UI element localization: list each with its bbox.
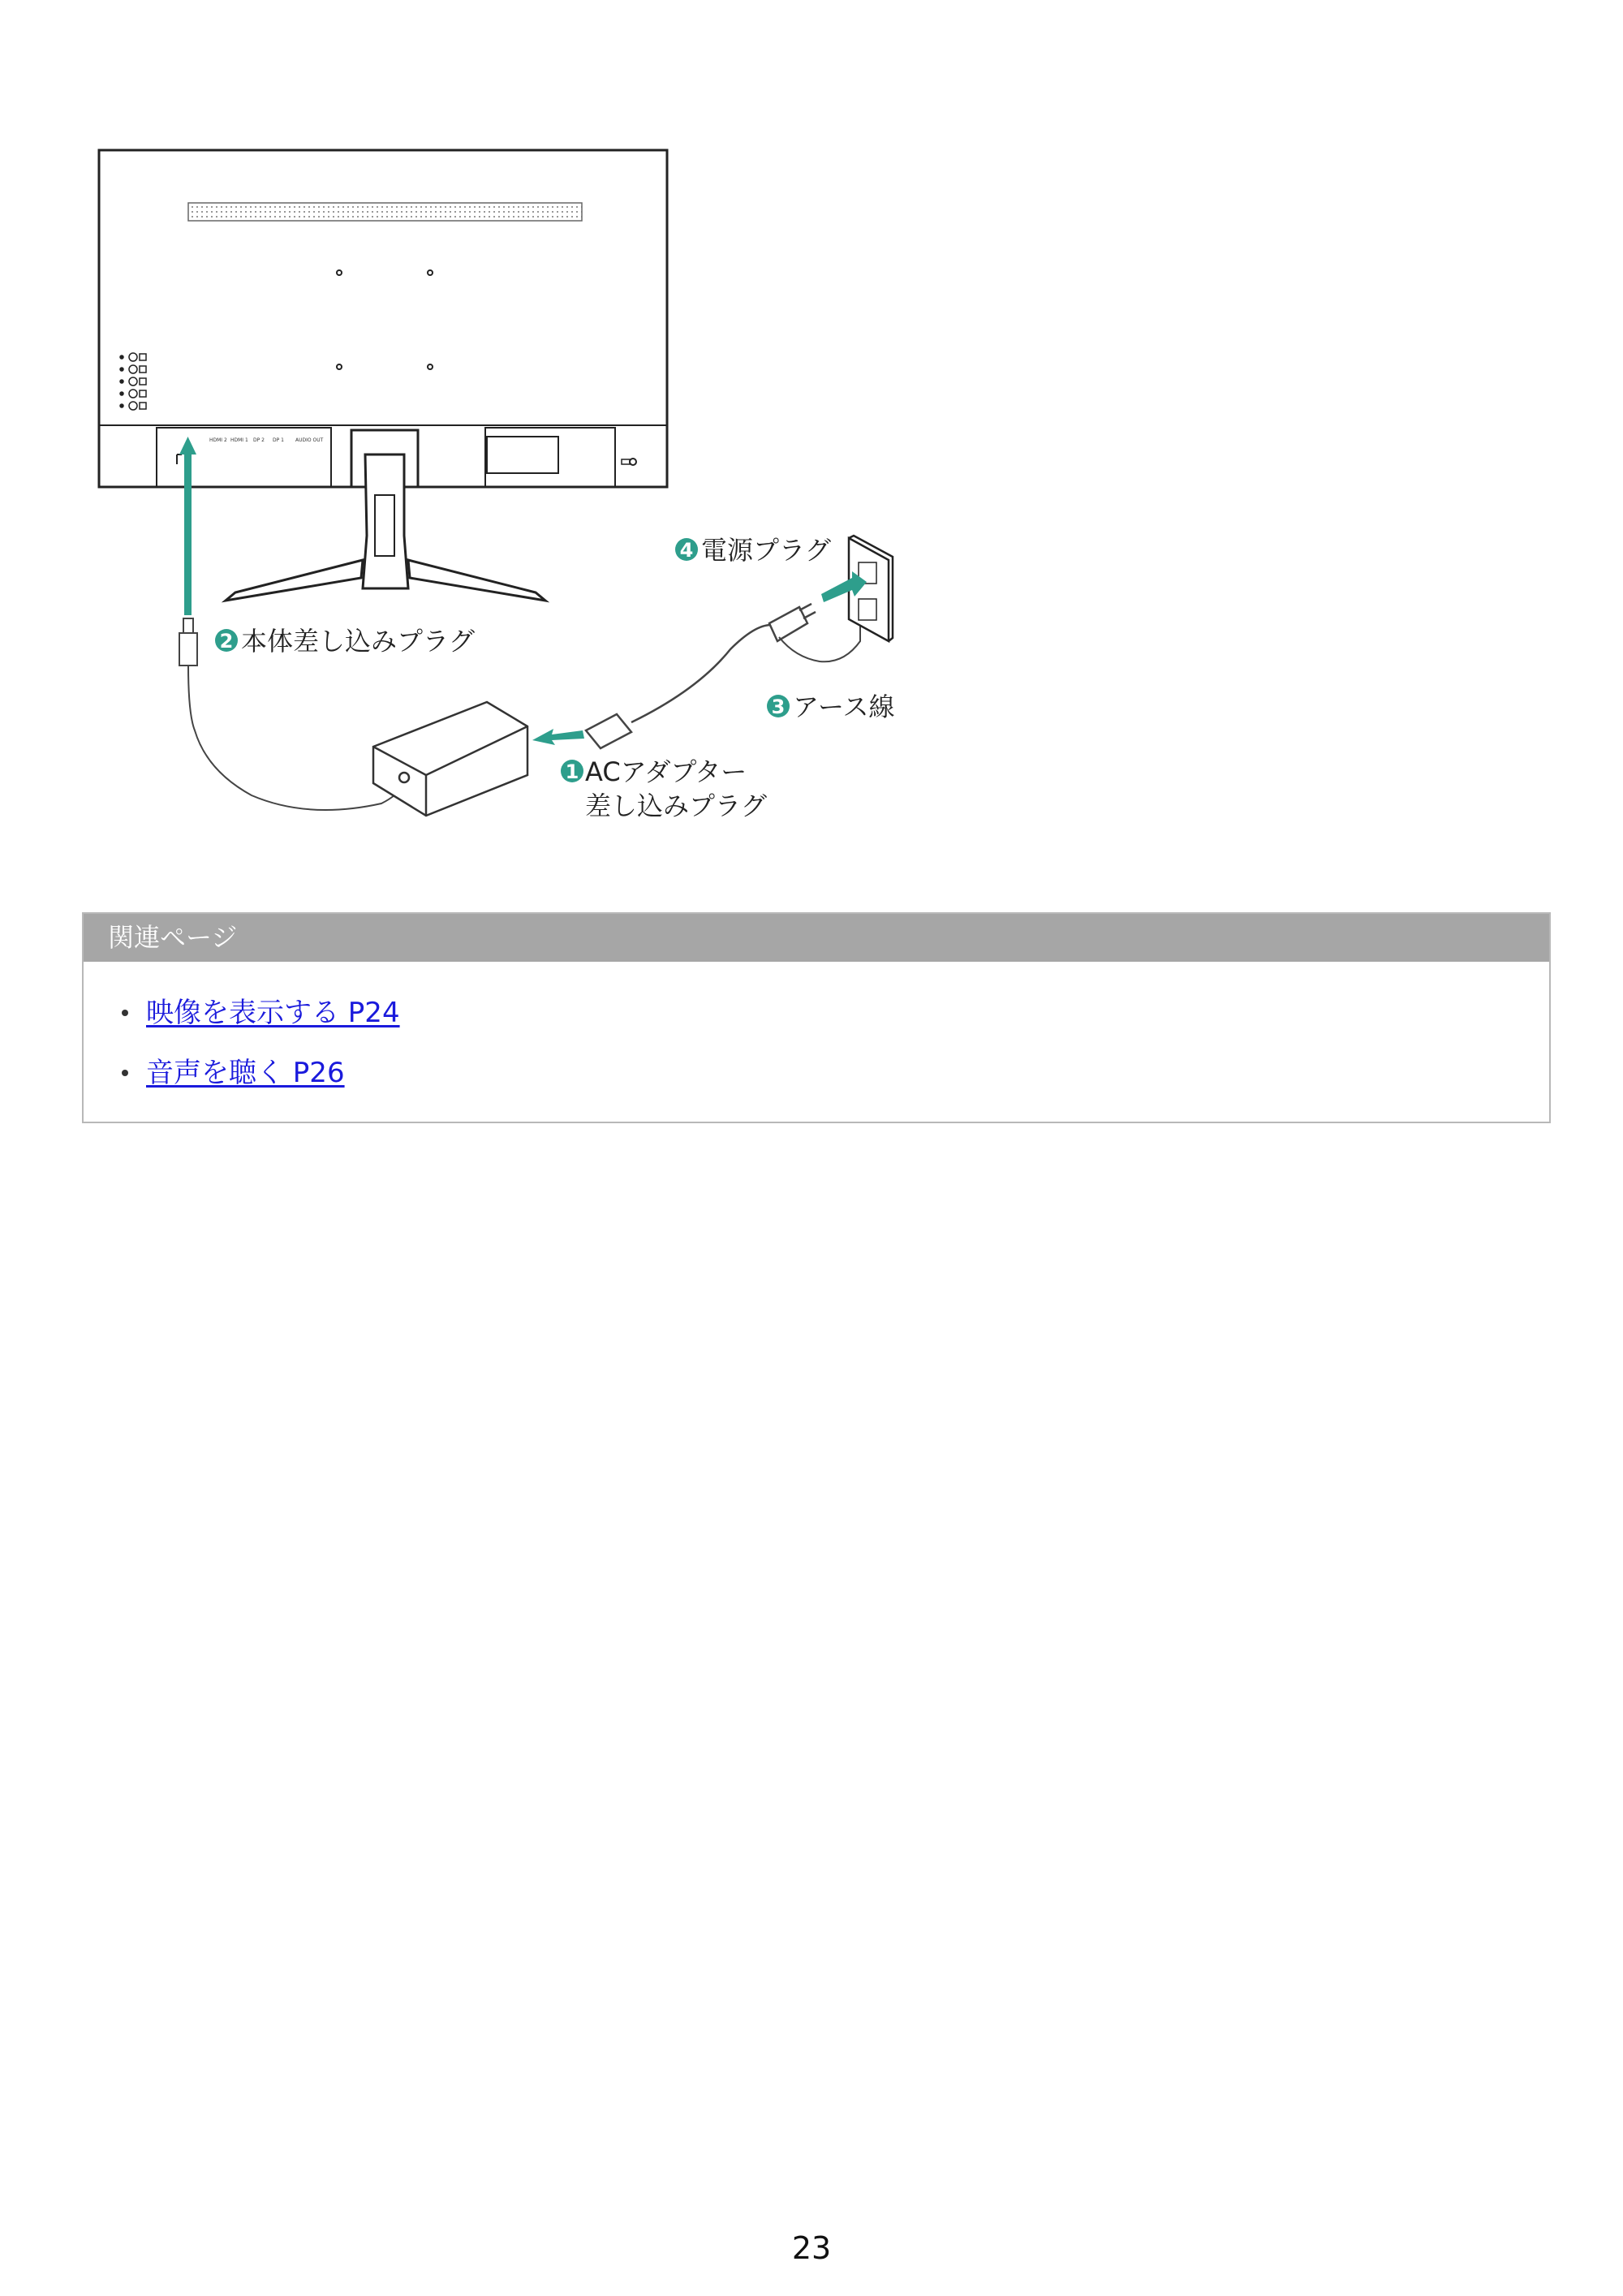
related-link-audio[interactable]: 音声を聴く P26 xyxy=(146,1057,345,1089)
related-pages-box xyxy=(82,912,1551,1123)
svg-text:1: 1 xyxy=(565,760,579,783)
callout-ground-wire xyxy=(767,691,894,722)
svg-text:HDMI 1: HDMI 1 xyxy=(230,437,248,443)
svg-text:差し込みプラグ: 差し込みプラグ xyxy=(585,790,768,821)
svg-text:アース線: アース線 xyxy=(793,691,895,722)
list-item xyxy=(122,995,400,1031)
svg-text:4: 4 xyxy=(679,539,694,562)
callout-adapter-plug xyxy=(561,756,767,821)
bullet-icon xyxy=(122,1010,128,1016)
page-number: 23 xyxy=(791,2230,832,2266)
callout-power-plug xyxy=(675,535,831,566)
related-link-video[interactable]: 映像を表示する P24 xyxy=(146,997,400,1029)
bullet-icon xyxy=(122,1070,128,1076)
ac-adapter xyxy=(373,702,527,816)
connection-diagram xyxy=(0,0,1623,877)
svg-text:ACアダプター: ACアダプター xyxy=(585,756,747,787)
callout-body-plug xyxy=(215,626,475,657)
arrow-left-icon xyxy=(532,729,584,745)
ac-cable xyxy=(586,604,860,748)
svg-text:HDMI 2: HDMI 2 xyxy=(209,437,227,443)
svg-text:電源プラグ: 電源プラグ xyxy=(701,535,832,566)
svg-text:2: 2 xyxy=(219,630,234,653)
monitor-back xyxy=(99,150,667,487)
svg-text:DP 2: DP 2 xyxy=(253,437,265,443)
svg-text:DP 1: DP 1 xyxy=(273,437,284,443)
svg-text:本体差し込みプラグ: 本体差し込みプラグ xyxy=(241,626,476,657)
related-pages-header: 関連ページ xyxy=(84,914,1549,962)
list-item xyxy=(122,1055,345,1091)
svg-text:3: 3 xyxy=(771,696,786,718)
svg-text:AUDIO OUT: AUDIO OUT xyxy=(295,437,324,443)
